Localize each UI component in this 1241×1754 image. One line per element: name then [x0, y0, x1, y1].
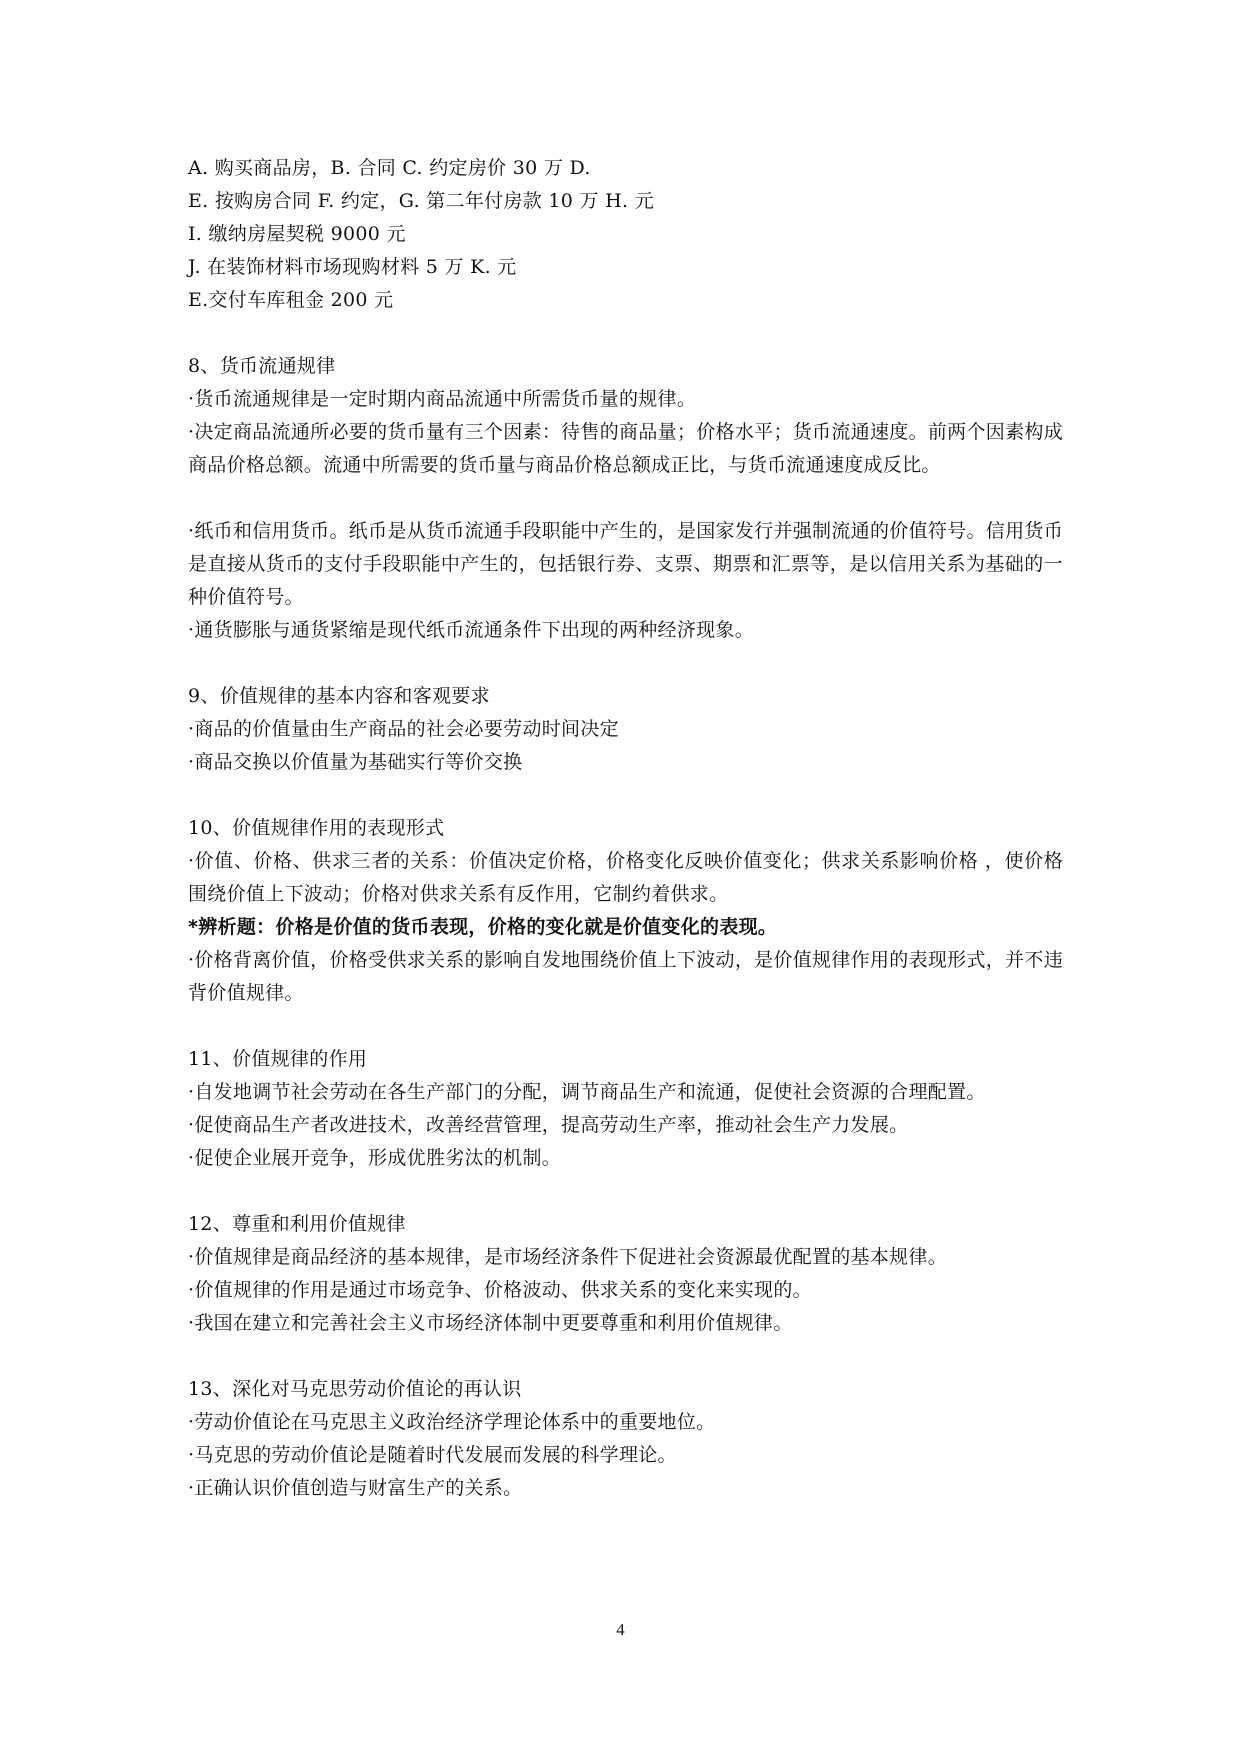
spacer — [188, 647, 1063, 680]
option-line: I. 缴纳房屋契税 9000 元 — [188, 223, 406, 245]
section-10-bullet: ·价值、价格、供求三者的关系：价值决定价格，价格变化反映价值变化；供求关系影响价格 ，使价格围绕价值上下波动；价格对供求关系有反作用，它制约着供求。 — [188, 850, 1063, 905]
section-11-bullet: ·促使企业展开竞争，形成优胜劣汰的机制。 — [188, 1147, 562, 1169]
section-11-bullet: ·促使商品生产者改进技术，改善经营管理，提高劳动生产率，推动社会生产力发展。 — [188, 1114, 909, 1136]
section-10-bullet: ·价格背离价值，价格受供求关系的影响自发地围绕价值上下波动，是价值规律作用的表现形式，并不违背价值规律。 — [188, 949, 1063, 1004]
spacer — [188, 317, 1063, 350]
section-13-title: 13、深化对马克思劳动价值论的再认识 — [188, 1378, 522, 1400]
section-12-title: 12、尊重和利用价值规律 — [188, 1213, 406, 1235]
section-11-title: 11、价值规律的作用 — [188, 1048, 368, 1070]
section-9-bullet: ·商品交换以价值量为基础实行等价交换 — [188, 751, 523, 773]
section-9-bullet: ·商品的价值量由生产商品的社会必要劳动时间决定 — [188, 718, 619, 740]
section-8-bullet: ·通货膨胀与通货紧缩是现代纸币流通条件下出现的两种经济现象。 — [188, 619, 755, 641]
section-12-bullet: ·我国在建立和完善社会主义市场经济体制中更要尊重和利用价值规律。 — [188, 1312, 793, 1334]
section-13-bullet: ·正确认识价值创造与财富生产的关系。 — [188, 1477, 523, 1499]
section-10-discussion-question: *辨析题：价格是价值的货币表现，价格的变化就是价值变化的表现。 — [188, 916, 778, 938]
option-line: E.交付车库租金 200 元 — [188, 289, 394, 311]
section-8-title: 8、货币流通规律 — [188, 355, 336, 377]
section-12-bullet: ·价值规律的作用是通过市场竞争、价格波动、供求关系的变化来实现的。 — [188, 1279, 812, 1301]
section-8-bullet: ·货币流通规律是一定时期内商品流通中所需货币量的规律。 — [188, 388, 697, 410]
option-line: E. 按购房合同 F. 约定，G. 第二年付房款 10 万 H. 元 — [188, 190, 655, 212]
spacer — [188, 1340, 1063, 1373]
section-10-title: 10、价值规律作用的表现形式 — [188, 817, 445, 839]
section-13-bullet: ·马克思的劳动价值论是随着时代发展而发展的科学理论。 — [188, 1444, 677, 1466]
page-number: 4 — [616, 1620, 625, 1639]
spacer — [188, 482, 1063, 515]
option-line: J. 在装饰材料市场现购材料 5 万 K. 元 — [188, 256, 517, 278]
spacer — [188, 1175, 1063, 1208]
spacer — [188, 1010, 1063, 1043]
page-content — [188, 152, 1063, 1505]
section-8-bullet: ·纸币和信用货币。纸币是从货币流通手段职能中产生的，是国家发行并强制流通的价值符号。信用货币是直接从货币的支付手段职能中产生的，包括银行券、支票、期票和汇票等，是以信用关系为基础的一种价值符号。 — [188, 520, 1063, 608]
option-line: A. 购买商品房，B. 合同 C. 约定房价 30 万 D. — [188, 157, 591, 179]
section-9-title: 9、价值规律的基本内容和客观要求 — [188, 685, 490, 707]
section-8-bullet: ·决定商品流通所必要的货币量有三个因素：待售的商品量；价格水平；货币流通速度。前两个因素构成商品价格总额。流通中所需要的货币量与商品价格总额成正比，与货币流通速度成反比。 — [188, 421, 1063, 476]
spacer — [188, 779, 1063, 812]
section-12-bullet: ·价值规律是商品经济的基本规律，是市场经济条件下促进社会资源最优配置的基本规律。 — [188, 1246, 948, 1268]
section-11-bullet: ·自发地调节社会劳动在各生产部门的分配，调节商品生产和流通，促使社会资源的合理配置。 — [188, 1081, 986, 1103]
section-13-bullet: ·劳动价值论在马克思主义政治经济学理论体系中的重要地位。 — [188, 1411, 716, 1433]
